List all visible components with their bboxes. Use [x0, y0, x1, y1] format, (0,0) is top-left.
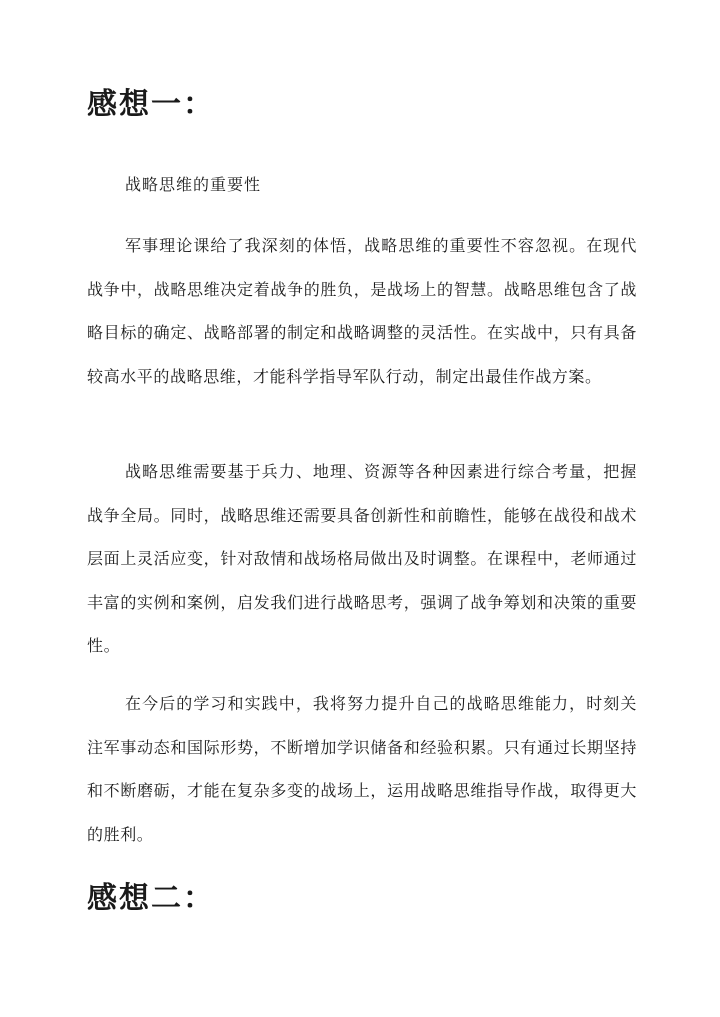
section-1-paragraph-3: 在今后的学习和实践中，我将努力提升自己的战略思维能力，时刻关注军事动态和国际形势，不断增加学识储备和经验积累。只有通过长期坚持和不断磨砺，才能在复杂多变的战场上，运用战略思维指导作战，取得更大的胜利。	[87, 694, 637, 844]
section-1-heading: 感想一：	[87, 87, 215, 122]
section-1-paragraph-2: 战略思维需要基于兵力、地理、资源等各种因素进行综合考量，把握战争全局。同时，战略思维还需要具备创新性和前瞻性，能够在战役和战术层面上灵活应变，针对敌情和战场格局做出及时调整。在课程中，老师通过丰富的实例和案例，启发我们进行战略思考，强调了战争筹划和决策的重要性。	[87, 462, 637, 655]
section-2-heading: 感想二：	[87, 881, 215, 916]
section-1-subtitle: 战略思维的重要性	[125, 175, 262, 194]
section-1-paragraph-1: 军事理论课给了我深刻的体悟，战略思维的重要性不容忽视。在现代战争中，战略思维决定着战争的胜负，是战场上的智慧。战略思维包含了战略目标的确定、战略部署的制定和战略调整的灵活性。在实战中，只有具备较高水平的战略思维，才能科学指导军队行动，制定出最佳作战方案。	[87, 236, 637, 386]
